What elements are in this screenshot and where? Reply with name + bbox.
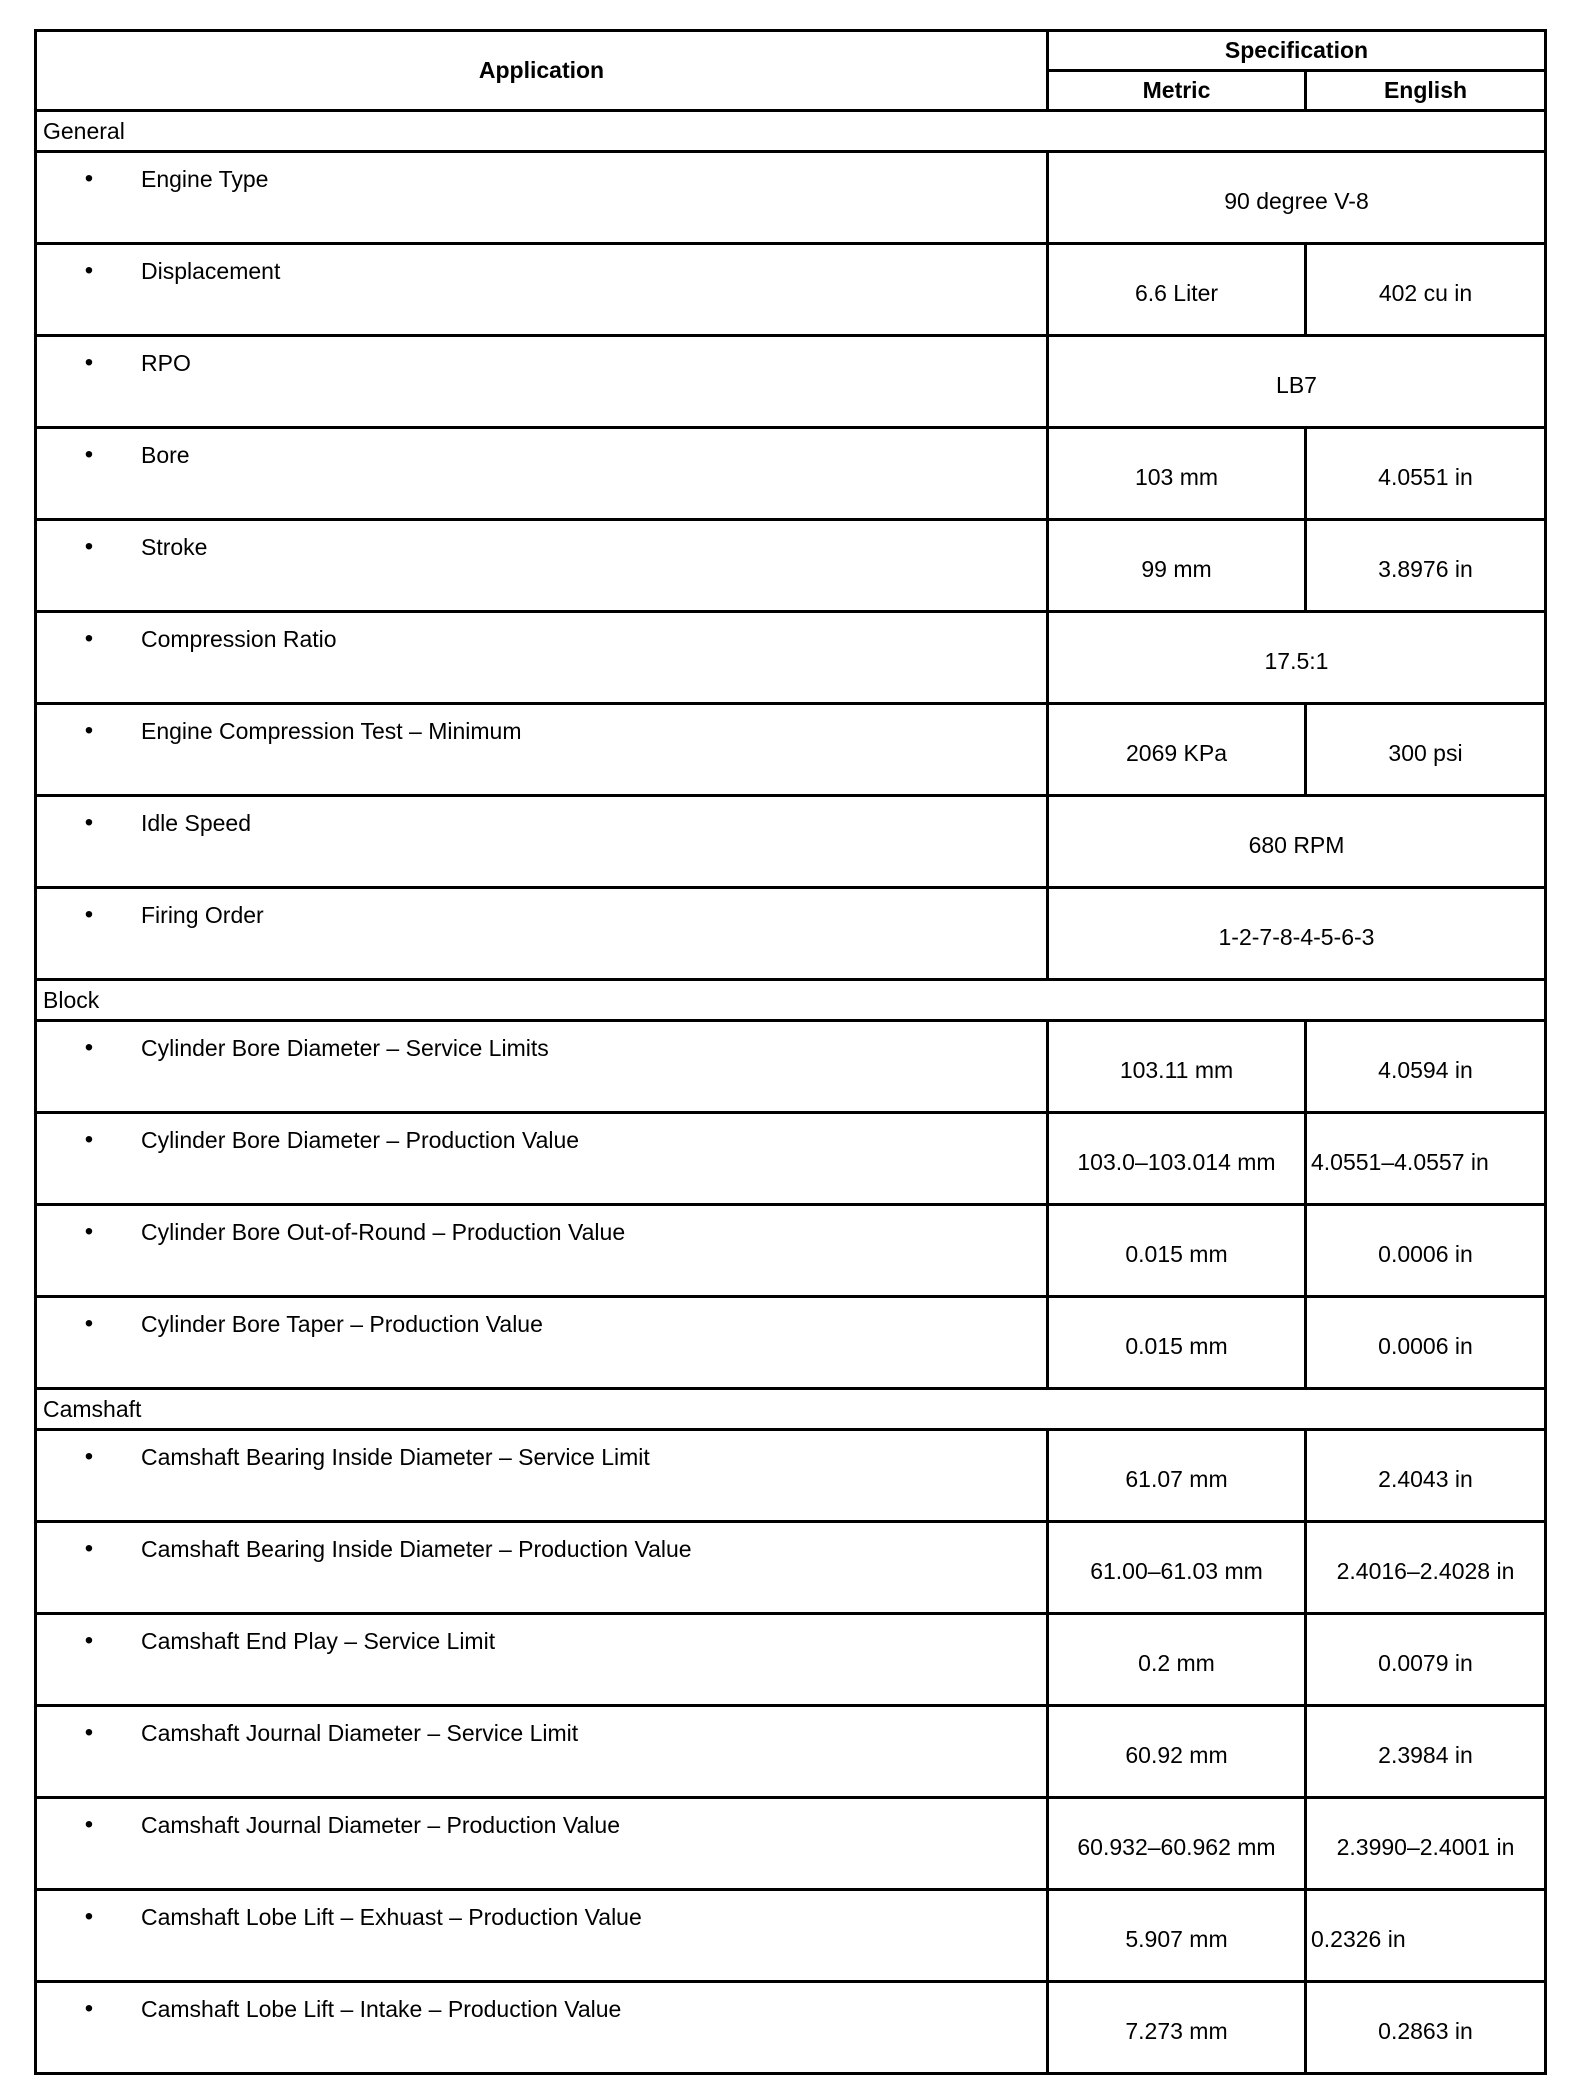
- header-metric: Metric: [1048, 71, 1306, 111]
- section-title: Block: [36, 980, 1546, 1021]
- bullet-icon: •: [84, 1034, 94, 1061]
- english-value: 2.3990–2.4001 in: [1306, 1798, 1546, 1890]
- english-value: 4.0551–4.0557 in: [1306, 1113, 1546, 1205]
- application-cell: [36, 152, 1048, 244]
- metric-value: 2069 KPa: [1048, 704, 1306, 796]
- application-label: Cylinder Bore Diameter – Production Value: [141, 1127, 580, 1153]
- application-label: Engine Type: [141, 166, 269, 192]
- metric-value: 7.273 mm: [1048, 1982, 1306, 2074]
- application-cell: [36, 1890, 1048, 1982]
- section-row: [36, 111, 1546, 152]
- table-row: [36, 1021, 1546, 1113]
- table-row: [36, 244, 1546, 336]
- bullet-icon: •: [84, 1126, 94, 1153]
- metric-value: 0.2 mm: [1048, 1614, 1306, 1706]
- english-value: 0.2863 in: [1306, 1982, 1546, 2074]
- english-value: 300 psi: [1306, 704, 1546, 796]
- application-cell: [36, 1706, 1048, 1798]
- table-row: [36, 888, 1546, 980]
- bullet-icon: •: [84, 1903, 94, 1930]
- application-cell: [36, 1297, 1048, 1389]
- application-cell: [36, 612, 1048, 704]
- english-value: 0.0006 in: [1306, 1297, 1546, 1389]
- metric-value: 103.11 mm: [1048, 1021, 1306, 1113]
- application-label: Camshaft Bearing Inside Diameter – Service Limit: [141, 1444, 650, 1470]
- spec-table: [34, 29, 1547, 2075]
- english-value: 0.2326 in: [1306, 1890, 1546, 1982]
- bullet-icon: •: [84, 809, 94, 836]
- application-label: Cylinder Bore Out-of-Round – Production Value: [141, 1219, 626, 1245]
- bullet-icon: •: [84, 165, 94, 192]
- table-row: [36, 1297, 1546, 1389]
- metric-value: 60.932–60.962 mm: [1048, 1798, 1306, 1890]
- table-row: [36, 1890, 1546, 1982]
- table-row: [36, 1982, 1546, 2074]
- application-cell: [36, 520, 1048, 612]
- section-title: General: [36, 111, 1546, 152]
- section-row: [36, 1389, 1546, 1430]
- table-row: [36, 152, 1546, 244]
- english-value: 2.4043 in: [1306, 1430, 1546, 1522]
- metric-value: 103.0–103.014 mm: [1048, 1113, 1306, 1205]
- english-value: 0.0006 in: [1306, 1205, 1546, 1297]
- bullet-icon: •: [84, 625, 94, 652]
- english-value: 3.8976 in: [1306, 520, 1546, 612]
- application-cell: [36, 796, 1048, 888]
- table-row: [36, 1614, 1546, 1706]
- application-label: Idle Speed: [141, 810, 251, 836]
- table-row: [36, 1798, 1546, 1890]
- english-value: 0.0079 in: [1306, 1614, 1546, 1706]
- bullet-icon: •: [84, 901, 94, 928]
- bullet-icon: •: [84, 1995, 94, 2022]
- english-value: 2.3984 in: [1306, 1706, 1546, 1798]
- spec-value: 1-2-7-8-4-5-6-3: [1048, 888, 1546, 980]
- application-label: Compression Ratio: [141, 626, 337, 652]
- application-label: Bore: [141, 442, 190, 468]
- application-label: Camshaft Journal Diameter – Service Limit: [141, 1720, 579, 1746]
- table-row: [36, 1430, 1546, 1522]
- table-row: [36, 704, 1546, 796]
- application-cell: [36, 888, 1048, 980]
- bullet-icon: •: [84, 1218, 94, 1245]
- table-row: [36, 428, 1546, 520]
- application-cell: [36, 1522, 1048, 1614]
- spec-body: [36, 111, 1546, 2074]
- bullet-icon: •: [84, 441, 94, 468]
- bullet-icon: •: [84, 1535, 94, 1562]
- bullet-icon: •: [84, 257, 94, 284]
- bullet-icon: •: [84, 533, 94, 560]
- application-cell: [36, 1798, 1048, 1890]
- application-label: Displacement: [141, 258, 281, 284]
- application-cell: [36, 244, 1048, 336]
- bullet-icon: •: [84, 1627, 94, 1654]
- application-cell: [36, 336, 1048, 428]
- spec-value: 680 RPM: [1048, 796, 1546, 888]
- application-label: Cylinder Bore Diameter – Service Limits: [141, 1035, 549, 1061]
- application-label: Firing Order: [141, 902, 264, 928]
- bullet-icon: •: [84, 1811, 94, 1838]
- section-row: [36, 980, 1546, 1021]
- application-label: Camshaft Lobe Lift – Exhuast – Production Value: [141, 1904, 642, 1930]
- metric-value: 99 mm: [1048, 520, 1306, 612]
- section-title: Camshaft: [36, 1389, 1546, 1430]
- metric-value: 5.907 mm: [1048, 1890, 1306, 1982]
- application-cell: [36, 1982, 1048, 2074]
- application-label: Engine Compression Test – Minimum: [141, 718, 522, 744]
- application-cell: [36, 1021, 1048, 1113]
- application-cell: [36, 428, 1048, 520]
- table-row: [36, 1522, 1546, 1614]
- header-english: English: [1306, 71, 1546, 111]
- application-label: Cylinder Bore Taper – Production Value: [141, 1311, 543, 1337]
- spec-value: 17.5:1: [1048, 612, 1546, 704]
- metric-value: 6.6 Liter: [1048, 244, 1306, 336]
- application-cell: [36, 1205, 1048, 1297]
- table-row: [36, 1113, 1546, 1205]
- application-label: Camshaft Lobe Lift – Intake – Production Value: [141, 1996, 622, 2022]
- bullet-icon: •: [84, 1310, 94, 1337]
- table-row: [36, 612, 1546, 704]
- application-label: Stroke: [141, 534, 208, 560]
- table-row: [36, 1205, 1546, 1297]
- english-value: 2.4016–2.4028 in: [1306, 1522, 1546, 1614]
- header-application: Application: [36, 31, 1048, 111]
- bullet-icon: •: [84, 1443, 94, 1470]
- metric-value: 61.00–61.03 mm: [1048, 1522, 1306, 1614]
- metric-value: 60.92 mm: [1048, 1706, 1306, 1798]
- application-label: Camshaft Journal Diameter – Production Value: [141, 1812, 620, 1838]
- table-row: [36, 336, 1546, 428]
- table-row: [36, 1706, 1546, 1798]
- spec-value: 90 degree V-8: [1048, 152, 1546, 244]
- table-row: [36, 796, 1546, 888]
- application-cell: [36, 704, 1048, 796]
- english-value: 402 cu in: [1306, 244, 1546, 336]
- metric-value: 0.015 mm: [1048, 1297, 1306, 1389]
- application-cell: [36, 1430, 1048, 1522]
- application-label: RPO: [141, 350, 191, 376]
- spec-value: LB7: [1048, 336, 1546, 428]
- application-cell: [36, 1113, 1048, 1205]
- english-value: 4.0551 in: [1306, 428, 1546, 520]
- application-label: Camshaft End Play – Service Limit: [141, 1628, 496, 1654]
- application-label: Camshaft Bearing Inside Diameter – Production Value: [141, 1536, 692, 1562]
- english-value: 4.0594 in: [1306, 1021, 1546, 1113]
- bullet-icon: •: [84, 349, 94, 376]
- bullet-icon: •: [84, 717, 94, 744]
- metric-value: 0.015 mm: [1048, 1205, 1306, 1297]
- header-specification: Specification: [1048, 31, 1546, 71]
- table-row: [36, 520, 1546, 612]
- metric-value: 61.07 mm: [1048, 1430, 1306, 1522]
- application-cell: [36, 1614, 1048, 1706]
- bullet-icon: •: [84, 1719, 94, 1746]
- metric-value: 103 mm: [1048, 428, 1306, 520]
